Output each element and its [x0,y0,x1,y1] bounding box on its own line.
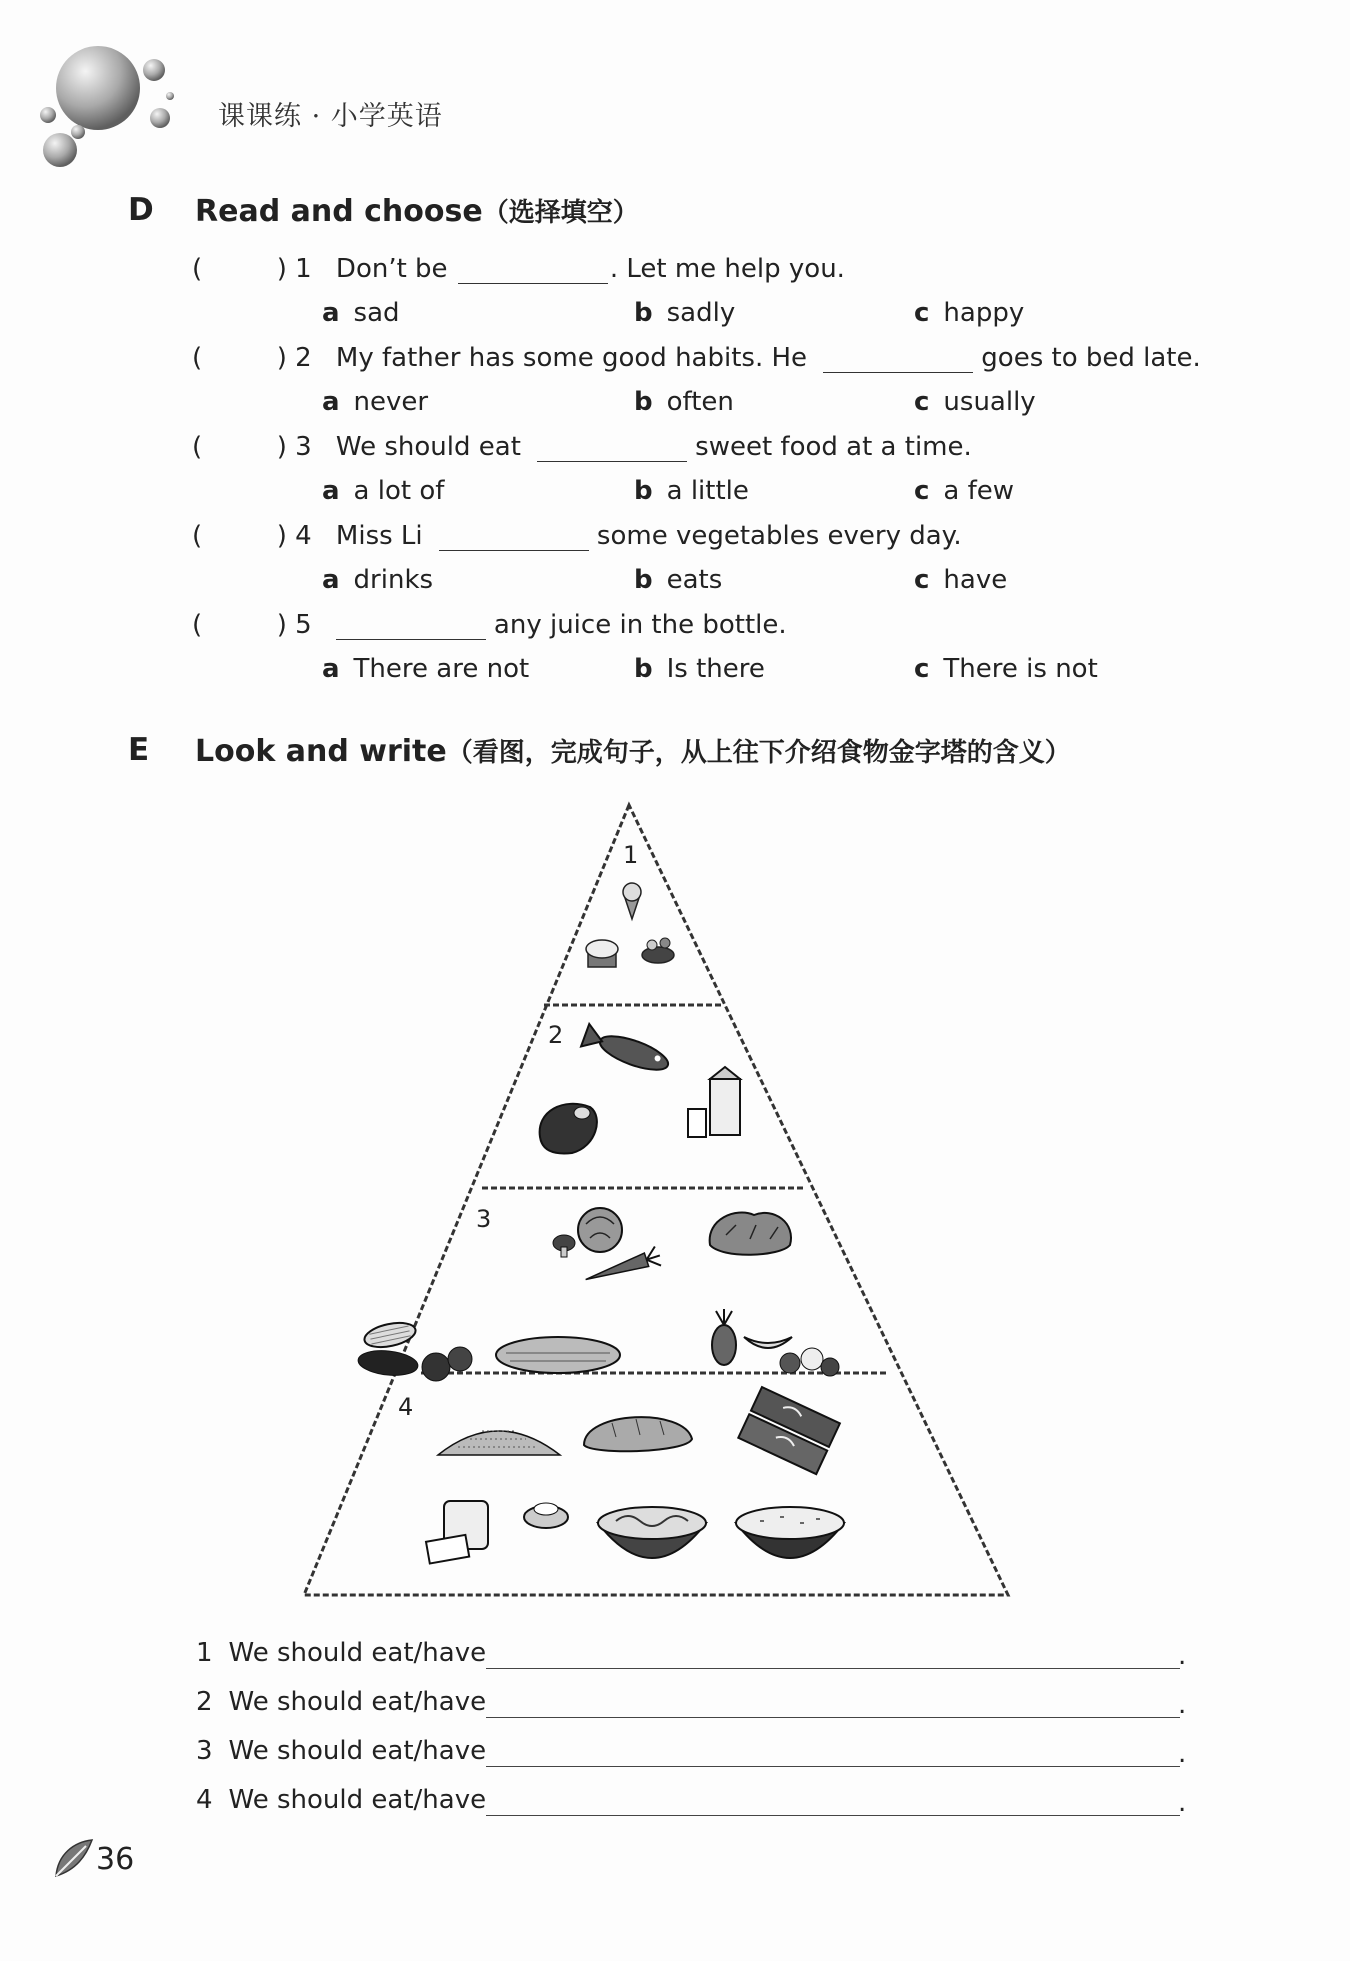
question-number: 3 [295,432,312,462]
option-letter: a [322,298,340,328]
option-letter: a [322,476,340,506]
sentence-text: We should eat/have [228,1638,487,1668]
sentence-number: 1 [196,1638,213,1668]
option-letter: b [634,565,653,595]
flour-icon [524,1503,568,1528]
eggplant-icon [357,1348,419,1378]
option-c [914,565,1007,595]
option-text: drinks [353,565,434,595]
question-4 [192,521,962,551]
sentence-end: . [1178,1641,1187,1671]
question-5 [192,610,787,640]
sentence-end: . [1178,1788,1187,1818]
option-letter: c [914,654,930,684]
sentence-3 [196,1736,486,1766]
meat-icon [540,1104,597,1154]
sentence-number: 3 [196,1736,213,1766]
section-d-subtitle: （选择填空） [482,198,639,228]
option-letter: c [914,387,930,417]
option-text: often [666,387,734,417]
noodle-packs-icon [738,1387,840,1474]
option-a [322,565,433,595]
grain-icon [438,1431,560,1455]
pyramid-level-number: 2 [548,1021,564,1049]
option-text: a few [943,476,1015,506]
pyramid-level-number: 1 [623,841,639,869]
question-blank[interactable] [537,435,687,462]
pyramid-level-number: 3 [476,1205,492,1233]
section-e-heading [195,732,1071,769]
sentence-text: We should eat/have [228,1687,487,1717]
option-c [914,654,1098,684]
answer-bracket-open: ( [192,610,203,640]
option-b [634,298,735,328]
answer-bracket-open: ( [192,432,203,462]
question-text-before: Don’t be [335,254,448,284]
option-c [914,476,1014,506]
lettuce-icon [710,1213,791,1255]
question-number: 1 [295,254,312,284]
option-text: happy [943,298,1025,328]
question-3 [192,432,972,462]
answer-bracket-open: ( [192,254,203,284]
option-letter: a [322,387,340,417]
option-text: sad [353,298,400,328]
option-letter: b [634,476,653,506]
sentence-4 [196,1785,486,1815]
question-2 [192,343,1201,373]
question-text-before: My father has some good habits. He [335,343,808,373]
pyramid-outline [304,805,1008,1595]
noodles-icon [598,1507,706,1558]
option-letter: c [914,476,930,506]
option-a [322,476,444,506]
option-a [322,387,428,417]
leaf-icon [52,1836,96,1880]
option-c [914,387,1036,417]
option-text: have [943,565,1008,595]
option-b [634,387,734,417]
option-text: There is not [943,654,1098,684]
section-d-heading [195,192,639,229]
question-blank[interactable] [458,257,608,284]
section-e-letter: E [128,732,150,768]
answer-line[interactable] [486,1668,1180,1669]
answer-bracket-close: ) [276,432,287,462]
answer-bracket-close: ) [276,521,287,551]
question-text-before: We should eat [335,432,521,462]
loaf-icon [584,1417,692,1451]
food-pyramid [296,795,1016,1605]
option-a [322,654,529,684]
milk-icon [688,1067,740,1137]
question-number: 5 [295,610,312,640]
pineapple-icon [712,1309,736,1365]
option-b [634,565,722,595]
tomatoes-icon [422,1347,472,1381]
section-e-subtitle: （看图，完成句子，从上往下介绍食物金字塔的含义） [446,738,1071,768]
question-text-after: sweet food at a time. [695,432,972,462]
option-c [914,298,1024,328]
sentence-end: . [1178,1690,1187,1720]
option-text: There are not [353,654,530,684]
cabbage-icon [578,1208,622,1252]
answer-line[interactable] [486,1717,1180,1718]
page-number: 36 [96,1842,135,1877]
bananas-icon [744,1337,792,1348]
sentence-text: We should eat/have [228,1736,487,1766]
answer-line[interactable] [486,1766,1180,1767]
question-text-after: . Let me help you. [609,254,845,284]
option-text: sadly [666,298,736,328]
sentence-1 [196,1638,486,1668]
option-text: never [353,387,429,417]
mushrooms-icon [553,1235,575,1257]
option-a [322,298,400,328]
header-title: 课课练 · 小学英语 [218,101,443,132]
sentence-2 [196,1687,486,1717]
marrow-icon [496,1337,620,1373]
option-letter: b [634,298,653,328]
rice-icon [736,1507,844,1558]
option-text: a lot of [353,476,445,506]
option-letter: c [914,298,930,328]
question-text-after: goes to bed late. [981,343,1201,373]
section-d-title: Read and choose [195,194,483,229]
sweets-icon [642,938,674,963]
option-text: eats [666,565,723,595]
question-number: 4 [295,521,312,551]
question-blank[interactable] [336,613,486,640]
option-b [634,476,749,506]
question-text-after: some vegetables every day. [596,521,962,551]
option-text: a little [666,476,749,506]
bubbles-icon [36,40,186,170]
option-text: usually [943,387,1036,417]
answer-bracket-close: ) [276,254,287,284]
sentence-number: 4 [196,1785,213,1815]
sentence-end: . [1178,1739,1187,1769]
answer-bracket-close: ) [276,610,287,640]
sentence-number: 2 [196,1687,213,1717]
question-text-after: any juice in the bottle. [493,610,787,640]
option-letter: a [322,565,340,595]
question-1 [192,254,845,284]
question-blank[interactable] [439,524,589,551]
question-text-before: Miss Li [335,521,423,551]
section-e-title: Look and write [195,734,447,769]
option-letter: b [634,654,653,684]
answer-bracket-open: ( [192,343,203,373]
question-blank[interactable] [823,346,973,373]
ice-cream-icon [623,883,641,919]
answer-bracket-open: ( [192,521,203,551]
option-text: Is there [666,654,765,684]
answer-line[interactable] [486,1815,1180,1816]
fish-icon [581,1024,672,1077]
option-b [634,654,765,684]
option-letter: a [322,654,340,684]
answer-bracket-close: ) [276,343,287,373]
option-letter: b [634,387,653,417]
section-d-letter: D [128,192,154,228]
bread-slices-icon [426,1501,488,1563]
question-number: 2 [295,343,312,373]
corn-icon [362,1319,417,1351]
sentence-text: We should eat/have [228,1785,487,1815]
option-letter: c [914,565,930,595]
cupcakes-icon [586,940,618,967]
pyramid-level-number: 4 [398,1393,414,1421]
